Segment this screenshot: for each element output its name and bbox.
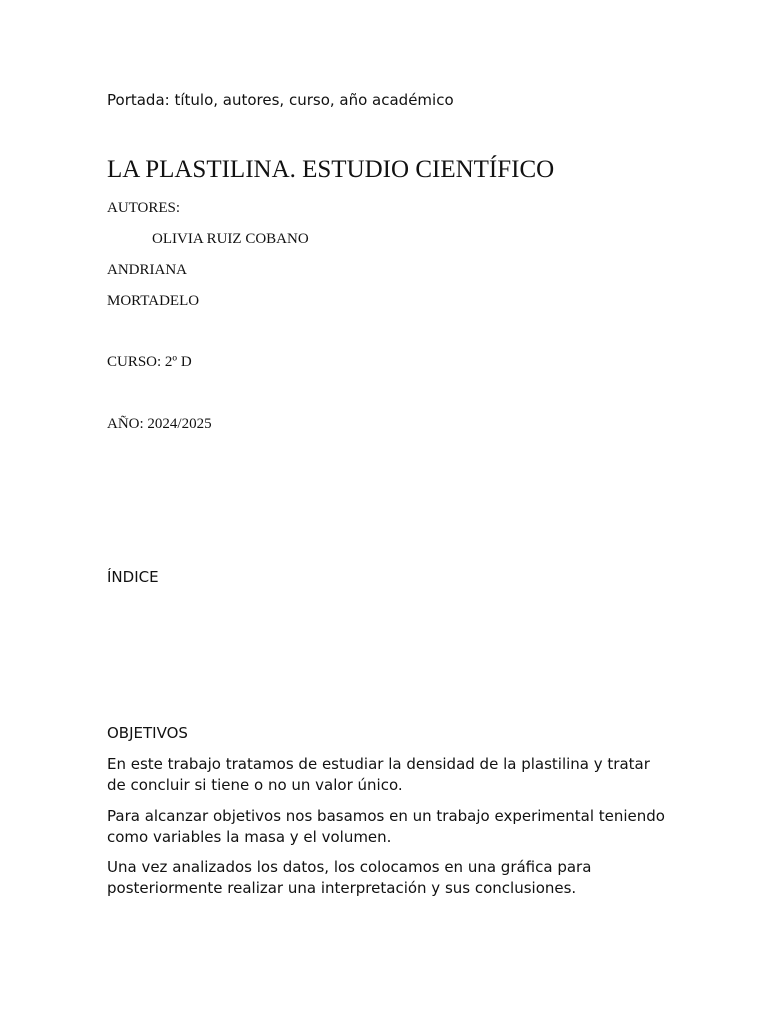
objectives-paragraph: Para alcanzar objetivos nos basamos en un trabajo experimental teniendo como variables la masa y el volumen. — [107, 807, 665, 846]
author-name: OLIVIA RUIZ COBANO — [152, 231, 309, 247]
author-name: MORTADELO — [107, 293, 200, 309]
objectives-paragraph: En este trabajo tratamos de estudiar la densidad de la plastilina y tratar de concluir si tiene o no un valor único. — [107, 755, 650, 794]
index-heading: ÍNDICE — [107, 568, 159, 586]
authors-label: AUTORES: — [107, 200, 181, 216]
academic-year-line: AÑO: 2024/2025 — [107, 416, 212, 432]
objectives-heading: OBJETIVOS — [107, 724, 188, 742]
author-name: ANDRIANA — [107, 262, 187, 278]
cover-note: Portada: título, autores, curso, año académico — [107, 91, 454, 109]
document-title: LA PLASTILINA. ESTUDIO CIENTÍFICO — [107, 156, 555, 183]
objectives-paragraph: Una vez analizados los datos, los colocamos en una gráfica para posteriormente realizar una interpretación y sus conclusiones. — [107, 858, 592, 897]
course-line: CURSO: 2º D — [107, 354, 192, 370]
